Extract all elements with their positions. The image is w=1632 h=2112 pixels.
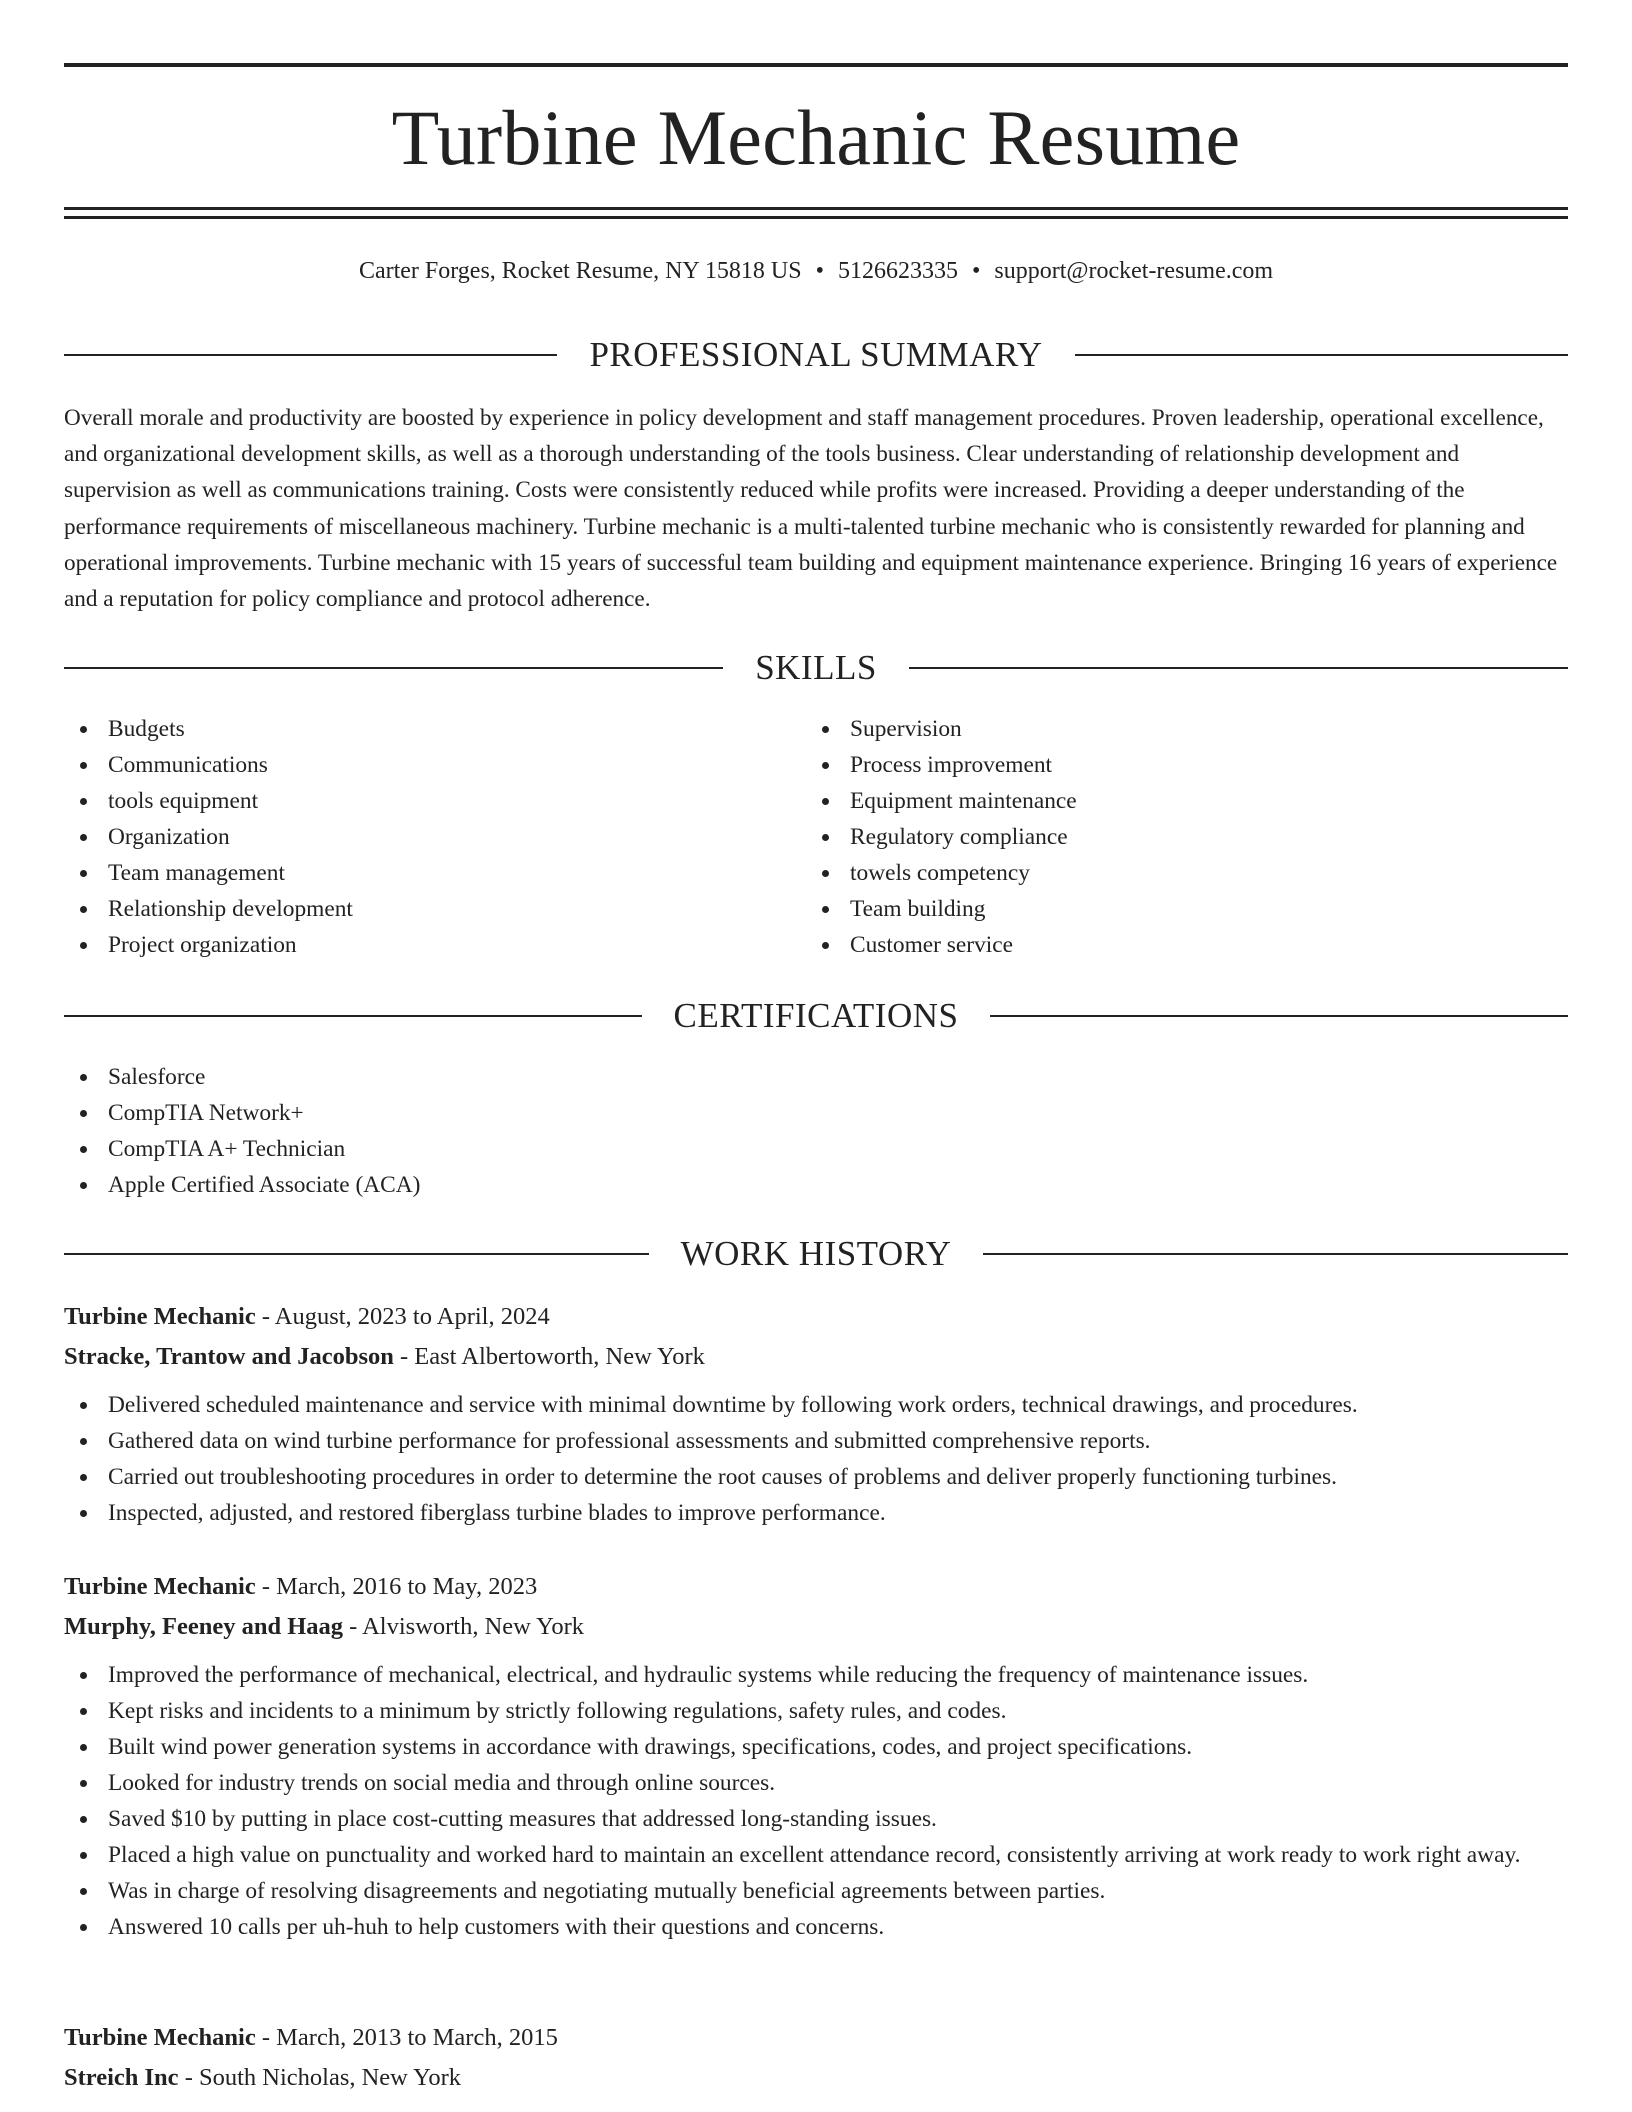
skill-item: Team building	[806, 891, 1506, 927]
heading-rule-left	[64, 1015, 642, 1017]
contact-separator: •	[971, 258, 981, 284]
job-entry	[64, 1567, 1568, 1945]
job-title: Turbine Mechanic	[64, 2024, 256, 2051]
skill-item: Organization	[64, 819, 764, 855]
job-company-line	[64, 1337, 1568, 1377]
job-bullet: Carried out troubleshooting procedures in order to determine the root causes of problems and deliver properly functioning turbines.	[64, 1459, 1568, 1495]
work-history-heading-label: WORK HISTORY	[680, 1234, 952, 1273]
certification-item: Salesforce	[64, 1059, 1064, 1095]
job-bullet: Delivered scheduled maintenance and service with minimal downtime by following work orders, technical drawings, and procedures.	[64, 1387, 1568, 1423]
job-bullet: Placed a high value on punctuality and worked hard to maintain an excellent attendance record, consistently arriving at work ready to work right away.	[64, 1837, 1568, 1873]
job-bullet: Answered 10 calls per uh-huh to help customers with their questions and concerns.	[64, 1909, 1568, 1945]
summary-text: Overall morale and productivity are boosted by experience in policy development and staff management procedures. Proven leadership, operational excellence, and organizational development skills, as well as a thorough understanding of the tools business. Clear understanding of relationship development and supervision as well as communications training. Costs were consistently reduced while profits were increased. Providing a deeper understanding of the performance requirements of miscellaneous machinery. Turbine mechanic is a multi-talented turbine mechanic who is consistently rewarded for planning and operational improvements. Turbine mechanic with 15 years of successful team building and equipment maintenance experience. Bringing 16 years of experience and a reputation for policy compliance and protocol adherence.	[64, 405, 1558, 613]
summary-heading-label: PROFESSIONAL SUMMARY	[589, 335, 1043, 374]
job-title-line	[64, 1567, 1568, 1607]
job-company: Murphy, Feeney and Haag	[64, 1613, 344, 1640]
job-bullet: Was in charge of resolving disagreements and negotiating mutually beneficial agreements between parties.	[64, 1873, 1568, 1909]
certifications-heading-label: CERTIFICATIONS	[673, 996, 959, 1035]
job-bullet: Looked for industry trends on social media and through online sources.	[64, 1765, 1568, 1801]
top-rule	[64, 63, 1568, 67]
job-bullets	[64, 1657, 1568, 1945]
job-dates: - March, 2016 to May, 2023	[255, 1573, 538, 1600]
job-company-line	[64, 2058, 1568, 2098]
skill-item: Regulatory compliance	[806, 819, 1506, 855]
contact-address: Carter Forges, Rocket Resume, NY 15818 US	[358, 258, 802, 284]
skills-heading	[64, 646, 1568, 690]
job-entry	[64, 2018, 1568, 2098]
heading-rule-right	[990, 1015, 1568, 1017]
job-bullet: Improved the performance of mechanical, electrical, and hydraulic systems while reducing the frequency of maintenance issues.	[64, 1657, 1568, 1693]
job-location: - South Nicholas, New York	[178, 2064, 461, 2091]
skill-item: towels competency	[806, 855, 1506, 891]
job-bullet: Gathered data on wind turbine performance for professional assessments and submitted comprehensive reports.	[64, 1423, 1568, 1459]
summary-heading	[64, 333, 1568, 377]
heading-rule-right	[983, 1253, 1568, 1255]
job-company-line	[64, 1607, 1568, 1647]
job-bullet: Inspected, adjusted, and restored fiberglass turbine blades to improve performance.	[64, 1495, 1568, 1531]
skill-item: Project organization	[64, 927, 764, 963]
job-title-line	[64, 1297, 1568, 1337]
skill-item: Budgets	[64, 711, 764, 747]
job-bullet: Saved $10 by putting in place cost-cutting measures that addressed long-standing issues.	[64, 1801, 1568, 1837]
job-title: Turbine Mechanic	[64, 1573, 256, 1600]
certification-item: CompTIA A+ Technician	[64, 1131, 1064, 1167]
job-bullets	[64, 1387, 1568, 1531]
job-company: Stracke, Trantow and Jacobson	[64, 1343, 394, 1370]
skill-item: Communications	[64, 747, 764, 783]
job-bullet: Kept risks and incidents to a minimum by strictly following regulations, safety rules, and codes.	[64, 1693, 1568, 1729]
heading-rule-left	[64, 354, 557, 356]
skills-list-left	[64, 711, 764, 963]
certifications-list	[64, 1059, 1064, 1203]
skill-item: Equipment maintenance	[806, 783, 1506, 819]
heading-rule-right	[1075, 354, 1568, 356]
resume-title: Turbine Mechanic Resume	[391, 94, 1241, 181]
job-dates: - August, 2023 to April, 2024	[255, 1303, 550, 1330]
contact-email: support@rocket-resume.com	[994, 258, 1274, 284]
skill-item: Relationship development	[64, 891, 764, 927]
contact-phone: 5126623335	[837, 258, 958, 284]
job-title-line	[64, 2018, 1568, 2058]
skill-item: Process improvement	[806, 747, 1506, 783]
job-entry	[64, 1297, 1568, 1531]
work-history-heading	[64, 1232, 1568, 1276]
skill-item: Supervision	[806, 711, 1506, 747]
skill-item: Customer service	[806, 927, 1506, 963]
job-bullet: Built wind power generation systems in accordance with drawings, specifications, codes, and project specifications.	[64, 1729, 1568, 1765]
job-dates: - March, 2013 to March, 2015	[255, 2024, 558, 2051]
skill-item: Team management	[64, 855, 764, 891]
heading-rule-left	[64, 667, 723, 669]
job-company: Streich Inc	[64, 2064, 179, 2091]
skills-heading-label: SKILLS	[755, 648, 877, 687]
skill-item: tools equipment	[64, 783, 764, 819]
heading-rule-left	[64, 1253, 649, 1255]
certifications-heading	[64, 994, 1568, 1038]
skills-list-right	[806, 711, 1506, 963]
certification-item: CompTIA Network+	[64, 1095, 1064, 1131]
job-location: - East Albertoworth, New York	[393, 1343, 705, 1370]
contact-line	[64, 255, 1568, 287]
certification-item: Apple Certified Associate (ACA)	[64, 1167, 1064, 1203]
job-title: Turbine Mechanic	[64, 1303, 256, 1330]
job-location: - Alvisworth, New York	[343, 1613, 584, 1640]
heading-rule-right	[909, 667, 1568, 669]
contact-separator: •	[815, 258, 824, 284]
title-double-rule	[64, 207, 1568, 219]
